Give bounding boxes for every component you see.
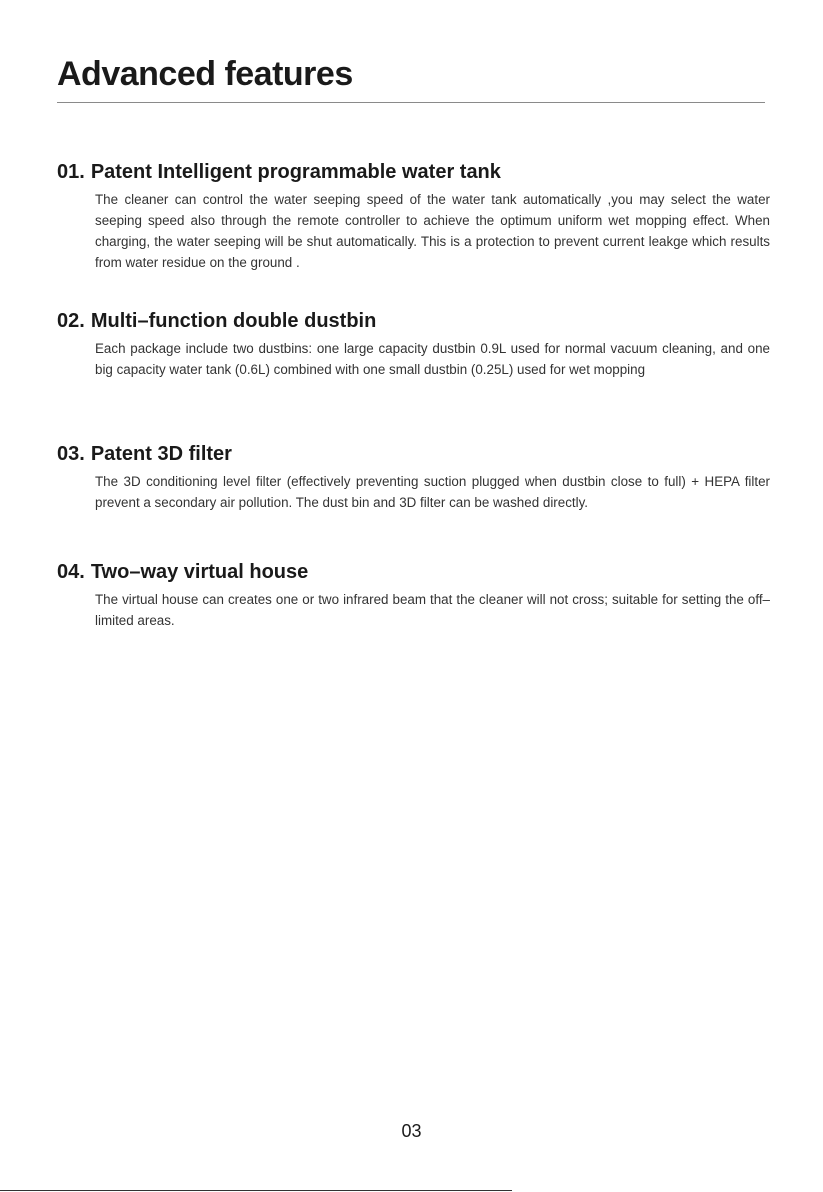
feature-number: 01. (57, 161, 85, 183)
feature-title: Two–way virtual house (90, 561, 309, 583)
feature-section-virtual-house (57, 559, 770, 631)
title-divider (57, 102, 765, 103)
feature-description: The virtual house can creates one or two infrared beam that the cleaner will not cross; suitable for setting the off–limited areas. (95, 592, 770, 628)
feature-heading (57, 559, 770, 585)
feature-heading (57, 441, 770, 467)
feature-section-3d-filter (57, 441, 770, 513)
feature-description: The cleaner can control the water seeping speed of the water tank automatically ,you may select the water seeping speed also through the remote controller to achieve the optimum uniform wet mopping effect. When charging, the water seeping will be shut automatically. This is a protection to prevent current leakge which results from water residue on the ground . (95, 192, 770, 270)
feature-number: 02. (57, 310, 85, 332)
feature-heading (57, 159, 770, 185)
feature-number: 03. (57, 443, 85, 465)
feature-description: The 3D conditioning level filter (effectively preventing suction plugged when dustbin close to full) + HEPA filter prevent a secondary air pollution. The dust bin and 3D filter can be washed directly. (95, 474, 770, 510)
feature-section-double-dustbin (57, 308, 770, 380)
feature-heading (57, 308, 770, 334)
feature-section-water-tank (57, 159, 770, 273)
feature-title: Patent 3D filter (90, 443, 232, 465)
page-title: Advanced features (57, 55, 353, 93)
bottom-divider (0, 1190, 512, 1191)
feature-number: 04. (57, 561, 85, 583)
feature-description: Each package include two dustbins: one large capacity dustbin 0.9L used for normal vacuum cleaning, and one big capacity water tank (0.6L) combined with one small dustbin (0.25L) used for wet mopping (95, 341, 770, 377)
page-number: 03 (401, 1121, 422, 1141)
feature-title: Multi–function double dustbin (90, 310, 377, 332)
feature-title: Patent Intelligent programmable water tank (90, 161, 501, 183)
